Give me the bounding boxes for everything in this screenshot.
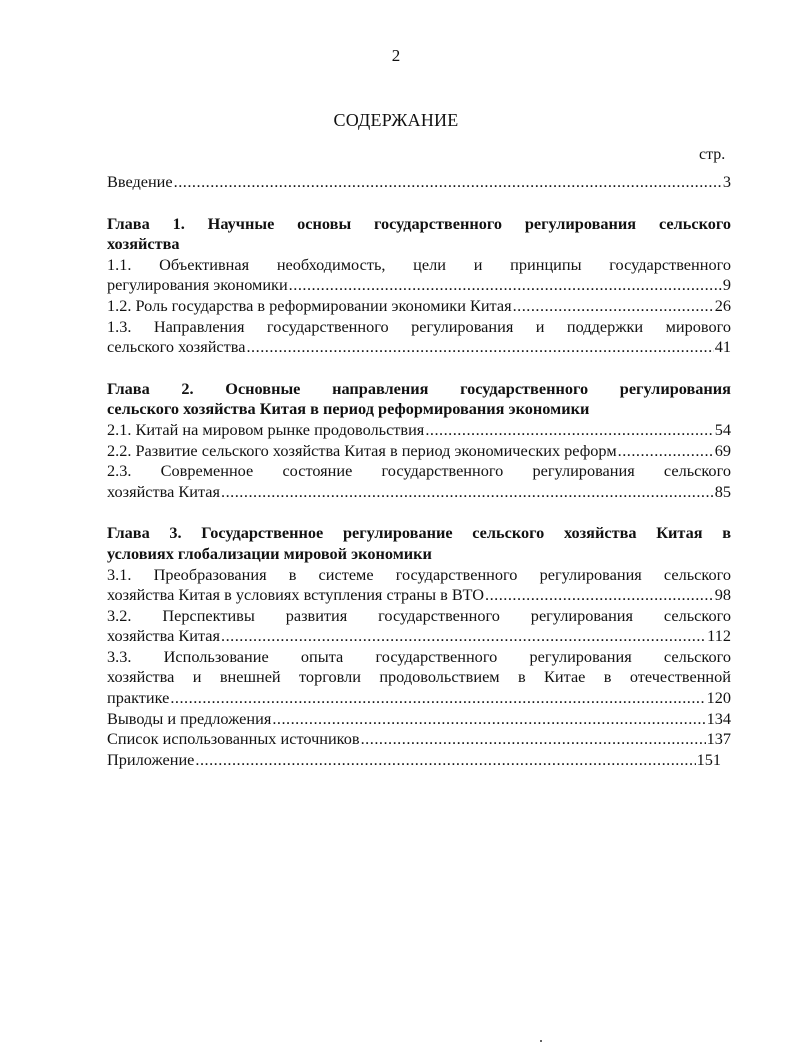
dot-leader [289, 275, 722, 296]
toc-entry-title: 3.1. Преобразования в системе государственного регулирования сельского [107, 564, 731, 584]
toc-entry-page: 112 [707, 626, 731, 646]
toc-entry-title: хозяйства и внешней торговли продовольствием в Китае в отечественной [107, 667, 731, 687]
dot-leader [174, 172, 722, 193]
toc-entry-title: 1.3. Направления государственного регулирования и поддержки мирового [107, 316, 731, 336]
toc-entry-page: 137 [706, 729, 731, 749]
toc-entry-title: Список использованных источников [107, 729, 360, 749]
toc-entry-title: Введение [107, 172, 173, 191]
toc-entry-1-2 [107, 296, 731, 317]
toc-entry-title: Приложение [107, 749, 195, 769]
toc-entry-page: 98 [714, 585, 731, 605]
toc-entry-page: 54 [714, 419, 731, 439]
toc-entry-page: 26 [714, 295, 731, 315]
dot-leader [485, 585, 714, 606]
dot-leader [361, 729, 706, 750]
chapter-1-heading [107, 214, 731, 255]
toc-entry-title: 2.3. Современное состояние государственного регулирования сельского [107, 461, 731, 481]
chapter-title-line: условиях глобализации мировой экономики [107, 543, 432, 563]
page-number: 2 [391, 46, 401, 65]
toc-entry-page: 69 [714, 440, 731, 460]
dot-leader [221, 482, 714, 503]
dot-leader [272, 709, 705, 730]
toc-entry-title: 3.2. Перспективы развития государственного регулирования сельского [107, 605, 731, 625]
toc-entry-title: хозяйства Китая [107, 481, 221, 501]
dot-leader [221, 626, 706, 647]
toc-entry-3-3 [107, 647, 731, 709]
toc-entry-title: хозяйства Китая [107, 626, 221, 646]
chapter-title-line: хозяйства [107, 234, 180, 254]
page-column-label: стр. [699, 146, 726, 163]
toc-entry-title: сельского хозяйства [107, 337, 246, 357]
dot-leader [513, 296, 714, 317]
toc-entry-title: практике [107, 688, 170, 708]
toc-entry-page: 134 [706, 708, 731, 728]
toc-title: СОДЕРЖАНИЕ [333, 110, 459, 130]
dot-leader [170, 688, 705, 709]
toc-entry-appendix [107, 750, 721, 771]
table-of-contents [107, 172, 731, 770]
toc-entry-1-1 [107, 255, 731, 296]
toc-entry-page: 9 [722, 275, 731, 295]
dot-leader [425, 420, 713, 441]
toc-entry-1-3 [107, 317, 731, 358]
toc-entry-page: 120 [706, 688, 731, 708]
toc-entry-conclusions [107, 709, 731, 730]
toc-entry-title: регулирования экономики [107, 275, 288, 295]
chapter-title-line: сельского хозяйства Китая в период реформирования экономики [107, 399, 590, 419]
toc-entry-title: 2.1. Китай на мировом рынке продовольствия [107, 419, 425, 439]
scan-speck [540, 1040, 542, 1042]
toc-entry-page: 41 [714, 337, 731, 357]
toc-entry-2-2 [107, 441, 731, 462]
toc-entry-title: 3.3. Использование опыта государственного регулирования сельского [107, 646, 731, 666]
chapter-title-line: Глава 2. Основные направления государственного регулирования [107, 378, 731, 398]
toc-entry-2-3 [107, 461, 731, 502]
toc-entry-references [107, 729, 731, 750]
dot-leader [195, 750, 695, 771]
toc-entry-title: хозяйства Китая в условиях вступления страны в ВТО [107, 585, 484, 605]
chapter-title-line: Глава 1. Научные основы государственного регулирования сельского [107, 213, 731, 233]
toc-entry-2-1 [107, 420, 731, 441]
toc-entry-3-1 [107, 565, 731, 606]
chapter-title-line: Глава 3. Государственное регулирование сельского хозяйства Китая в [107, 523, 731, 543]
dot-leader [618, 441, 714, 462]
toc-entry-title: 2.2. Развитие сельского хозяйства Китая в период экономических реформ [107, 440, 617, 460]
toc-entry-page: 3 [722, 172, 731, 191]
toc-entry-title: 1.1. Объективная необходимость, цели и принципы государственного [107, 254, 731, 274]
toc-entry-title: Выводы и предложения [107, 708, 272, 728]
dot-leader [246, 337, 713, 358]
chapter-2-heading [107, 379, 731, 420]
toc-entry-page: 151 [696, 749, 721, 769]
toc-entry-page: 85 [714, 481, 731, 501]
toc-entry-3-2 [107, 606, 731, 647]
chapter-3-heading [107, 523, 731, 564]
toc-entry-intro [107, 172, 731, 193]
toc-entry-title: 1.2. Роль государства в реформировании экономики Китая [107, 295, 512, 315]
